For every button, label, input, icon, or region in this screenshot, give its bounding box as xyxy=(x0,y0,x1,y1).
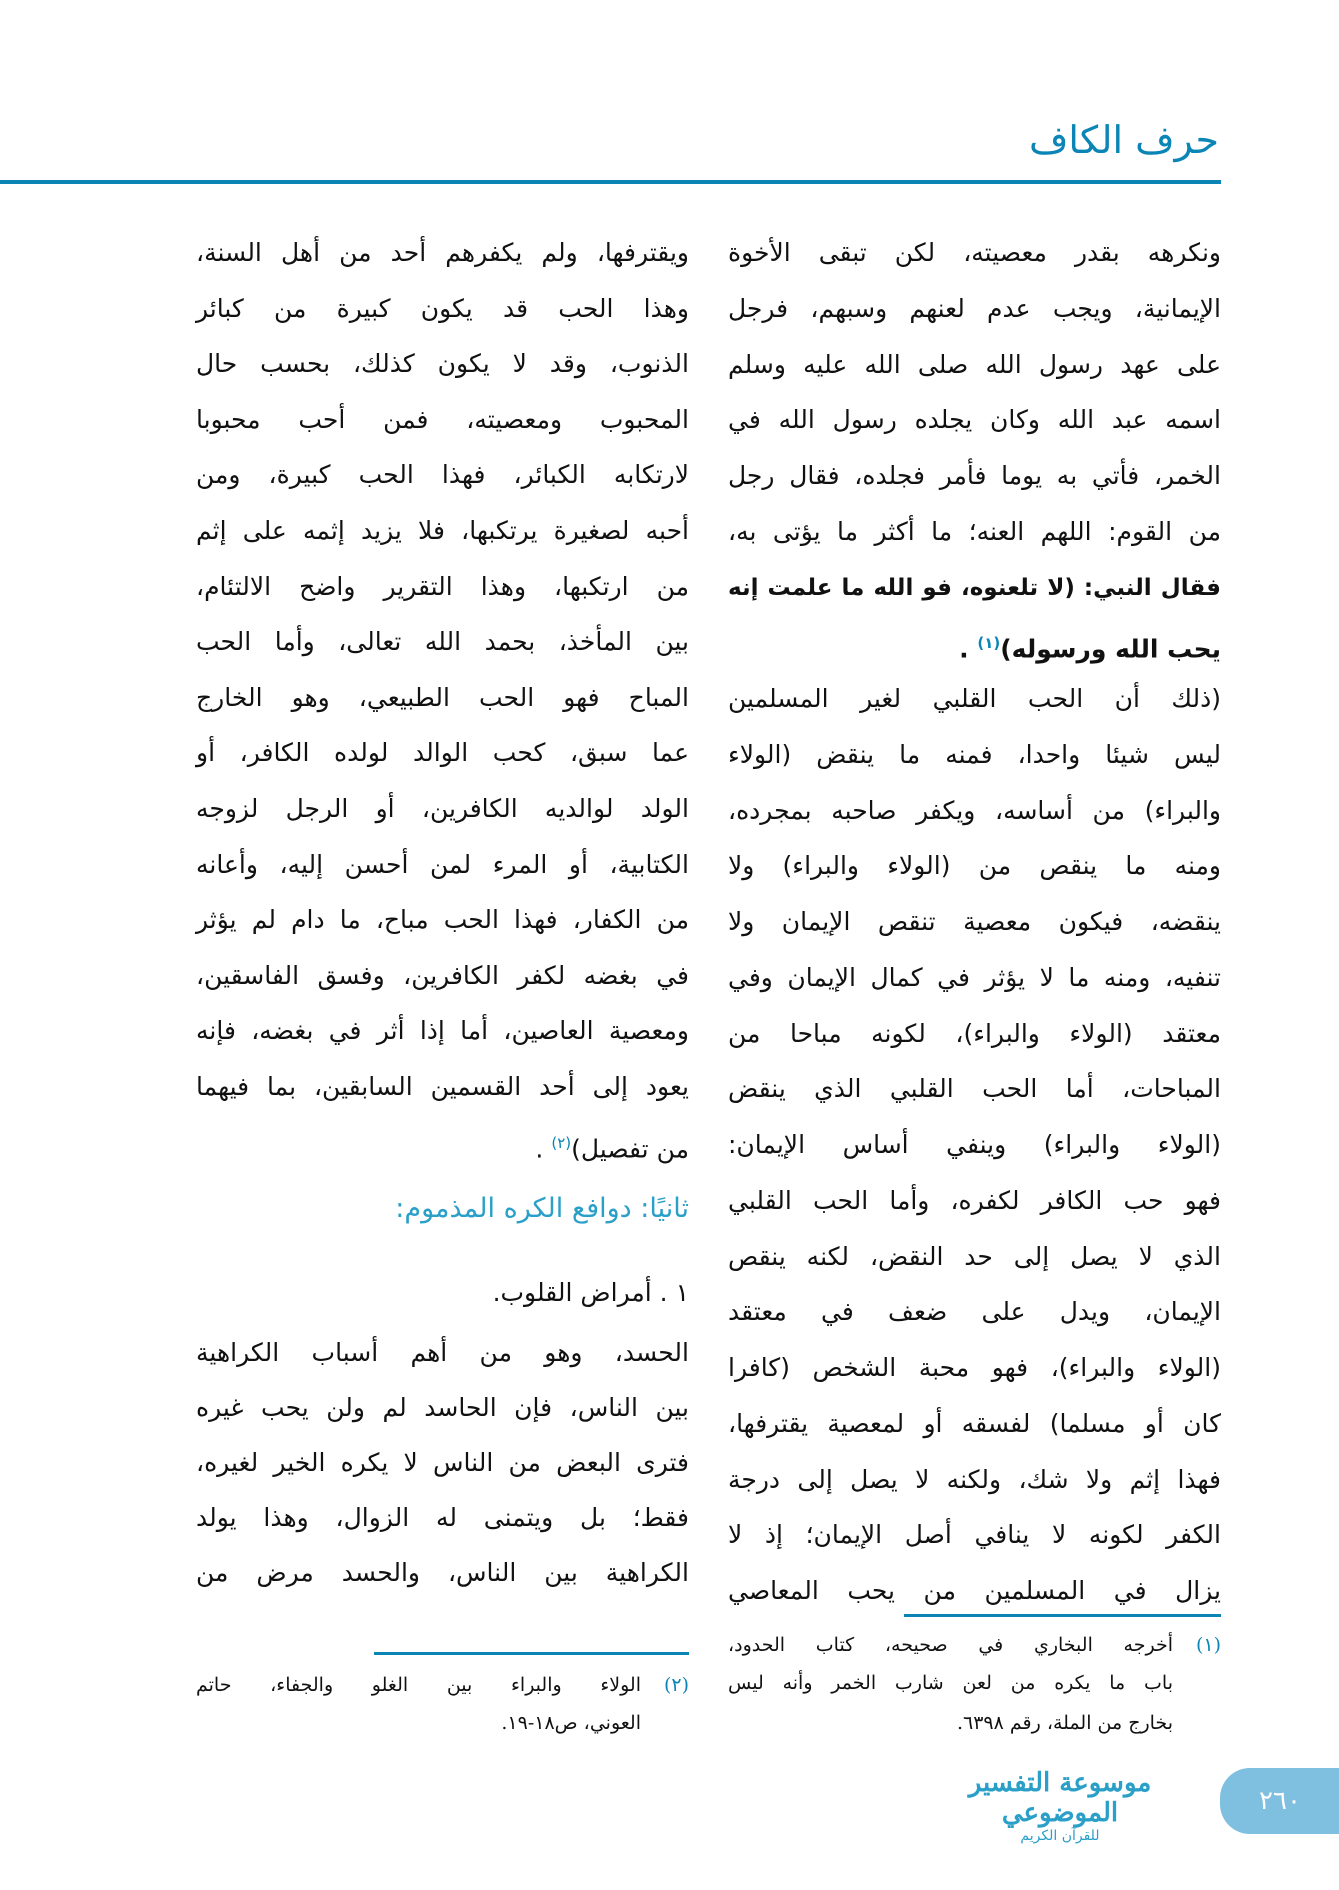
line-text: يزال في المسلمين من يحب المعاصي xyxy=(728,1576,1221,1605)
line-text: الكراهية بين الناس، والحسد مرض من xyxy=(196,1558,689,1587)
text-line xyxy=(196,1333,689,1373)
text-line xyxy=(728,1069,1221,1109)
footnote-number: (١) xyxy=(1195,1634,1221,1656)
line-text: فقط؛ بل ويتمنى له الزوال، وهذا يولد xyxy=(196,1503,689,1532)
text-line xyxy=(196,344,689,384)
text-line xyxy=(728,1237,1221,1277)
encyclopedia-logo xyxy=(935,1768,1185,1848)
line-text: فهو حب الكافر لكفره، وأما الحب القلبي xyxy=(728,1185,1221,1215)
line-text: (الولاء والبراء) وينفي أساس الإيمان: xyxy=(728,1130,1221,1159)
text-line xyxy=(196,1553,689,1593)
line-text: الخمر، فأتي به يوما فأمر فجلده، فقال رجل xyxy=(728,461,1221,490)
section-heading xyxy=(196,1189,689,1229)
page-number: ٢٦٠ xyxy=(1220,1768,1339,1834)
text-line xyxy=(196,622,689,662)
line-text: المباح فهو الحب الطبيعي، وهو الخارج xyxy=(196,682,689,712)
line-text: ثانيًا: دوافع الكره المذموم: xyxy=(395,1193,689,1224)
line-text: تنفيه، ومنه ما لا يؤثر في كمال الإيمان وفي xyxy=(728,962,1221,992)
line-text: الإيمان، ويدل على ضعف في معتقد xyxy=(728,1297,1221,1327)
line-text: يعود إلى أحد القسمين السابقين، بما فيهما xyxy=(196,1072,689,1101)
footnote-line xyxy=(728,1630,1173,1660)
line-text: ونكرهه بقدر معصيته، لكن تبقى الأخوة xyxy=(728,238,1221,267)
line-text: الحسد، وهو من أهم أسباب الكراهية xyxy=(196,1338,689,1367)
text-line xyxy=(196,1443,689,1483)
line-text: ١ . أمراض القلوب. xyxy=(492,1278,689,1307)
line-tail: . xyxy=(959,634,978,664)
footnote-text: أخرجه البخاري في صحيحه، كتاب الحدود، xyxy=(728,1634,1173,1656)
line-text: وهذا الحب قد يكون كبيرة من كبائر xyxy=(196,293,689,323)
footnote-line xyxy=(196,1708,641,1738)
line-text: من القوم: اللهم العنه؛ ما أكثر ما يؤتى به، xyxy=(728,516,1221,546)
line-text: الذي لا يصل إلى حد النقض، لكنه ينقص xyxy=(728,1241,1221,1271)
line-text: على عهد رسول الله صلى الله عليه وسلم xyxy=(728,349,1221,379)
footnote-text: الولاء والبراء بين الغلو والجفاء، حاتم xyxy=(196,1674,641,1696)
footnote-separator-left xyxy=(374,1652,689,1655)
line-text: من الكفار، فهذا الحب مباح، ما دام لم يؤثر xyxy=(196,905,689,935)
line-text: المحبوب ومعصيته، فمن أحب محبوبا xyxy=(196,404,689,434)
text-line xyxy=(196,845,689,885)
text-line xyxy=(728,1181,1221,1221)
text-line xyxy=(196,1273,689,1313)
line-text: فترى البعض من الناس لا يكره الخير لغيره، xyxy=(196,1448,689,1477)
line-text: بين المأخذ، بحمد الله تعالى، وأما الحب xyxy=(196,627,689,657)
line-text: بين الناس، فإن الحاسد لم ولن يحب غيره xyxy=(196,1393,689,1422)
header-divider xyxy=(0,180,1221,184)
line-text: فقال النبي: (لا تلعنوه، فو الله ما علمت إنه xyxy=(728,574,1221,601)
footnote-separator-right xyxy=(904,1614,1221,1617)
text-line xyxy=(728,623,1221,663)
line-text: عما سبق، كحب الوالد لولده الكافر، أو xyxy=(196,738,689,768)
line-text: ويقترفها، ولم يكفرهم أحد من أهل السنة، xyxy=(196,238,689,267)
text-line xyxy=(728,289,1221,329)
footnote-text: باب ما يكره من لعن شارب الخمر وأنه ليس xyxy=(728,1672,1173,1694)
text-line xyxy=(196,1498,689,1538)
line-text: ليس شيئا واحدا، فمنه ما ينقض (الولاء xyxy=(728,739,1221,769)
text-line xyxy=(196,289,689,329)
text-line xyxy=(728,1571,1221,1611)
text-line xyxy=(728,345,1221,385)
line-text: الكتابية، أو المرء لمن أحسن إليه، وأعانه xyxy=(196,849,689,879)
text-line xyxy=(196,400,689,440)
text-line xyxy=(728,1014,1221,1054)
line-text: الذنوب، وقد لا يكون كذلك، بحسب حال xyxy=(196,349,689,379)
line-text: الكفر لكونه لا ينافي أصل الإيمان؛ إذ لا xyxy=(728,1520,1221,1550)
text-line xyxy=(728,1348,1221,1388)
text-line xyxy=(196,678,689,718)
text-line xyxy=(196,956,689,996)
footnote-text: بخارج من الملة، رقم ٦٣٩٨. xyxy=(956,1712,1173,1734)
line-text: (ذلك أن الحب القلبي لغير المسلمين xyxy=(728,684,1221,713)
footnote-line xyxy=(728,1668,1173,1698)
line-text: (الولاء والبراء)، فهو محبة الشخص (كافرا xyxy=(728,1353,1221,1382)
text-line xyxy=(196,567,689,607)
footnote-line xyxy=(728,1708,1173,1738)
text-line xyxy=(196,900,689,940)
line-tail: . xyxy=(535,1133,552,1163)
text-line xyxy=(728,679,1221,719)
footnote-line xyxy=(196,1670,641,1700)
footnote-text: العوني، ص١٨-١٩. xyxy=(501,1712,641,1734)
line-text: من تفصيل) xyxy=(571,1133,689,1163)
line-text: فهذا إثم ولا شك، ولكنه لا يصل إلى درجة xyxy=(728,1464,1221,1494)
line-text: الإيمانية، ويجب عدم لعنهم وسبهم، فرجل xyxy=(728,293,1221,323)
line-text: في بغضه لكفر الكافرين، وفسق الفاسقين، xyxy=(196,960,689,990)
line-text: لارتكابه الكبائر، فهذا الحب كبيرة، ومن xyxy=(196,460,689,490)
text-line xyxy=(728,902,1221,942)
text-line xyxy=(196,733,689,773)
text-line xyxy=(728,512,1221,552)
text-line xyxy=(196,1123,689,1163)
text-line xyxy=(196,511,689,551)
text-line xyxy=(728,1460,1221,1500)
text-line xyxy=(196,789,689,829)
text-line xyxy=(196,455,689,495)
line-text: ومعصية العاصين، أما إذا أثر في بغضه، فإنه xyxy=(196,1016,689,1046)
text-line xyxy=(728,1404,1221,1444)
text-line xyxy=(196,1067,689,1107)
line-text: والبراء) من أساسه، ويكفر صاحبه بمجرده، xyxy=(728,795,1221,825)
text-line xyxy=(728,958,1221,998)
line-text: ومنه ما ينقص من (الولاء والبراء) ولا xyxy=(728,851,1221,881)
line-text: أحبه لصغيرة يرتكبها، فلا يزيد إثمه على إثم xyxy=(196,516,689,545)
footnote-number: (٢) xyxy=(663,1674,689,1696)
line-text: معتقد (الولاء والبراء)، لكونه مباحا من xyxy=(728,1018,1221,1048)
text-line xyxy=(728,1292,1221,1332)
line-text: من ارتكبها، وهذا التقرير واضح الالتئام، xyxy=(196,571,689,601)
chapter-title: حرف الكاف xyxy=(1028,118,1219,162)
text-line xyxy=(196,233,689,273)
text-line xyxy=(196,1011,689,1051)
line-text: المباحات، أما الحب القلبي الذي ينقض xyxy=(728,1074,1221,1104)
logo-subtitle: للقرآن الكريم xyxy=(1020,1828,1100,1844)
line-text: اسمه عبد الله وكان يجلده رسول الله في xyxy=(728,405,1221,435)
text-line xyxy=(728,456,1221,496)
text-line xyxy=(728,1125,1221,1165)
line-text: يحب الله ورسوله) xyxy=(1000,634,1221,664)
line-text: كان أو مسلما) لفسقه أو لمعصية يقترفها، xyxy=(728,1408,1221,1438)
footnote-ref: (٢) xyxy=(551,1133,572,1152)
line-text: الولد لوالديه الكافرين، أو الرجل لزوجه xyxy=(196,794,689,823)
line-text: ينقضه، فيكون معصية تنقص الإيمان ولا xyxy=(728,907,1221,936)
text-line xyxy=(196,1388,689,1428)
footnote-ref: (١) xyxy=(977,634,1001,653)
text-line xyxy=(728,846,1221,886)
logo-title: موسوعة التفسير الموضوعي xyxy=(968,1768,1152,1828)
text-line xyxy=(728,400,1221,440)
text-line xyxy=(728,233,1221,273)
text-line xyxy=(728,791,1221,831)
text-line xyxy=(728,1515,1221,1555)
text-line xyxy=(728,735,1221,775)
text-line xyxy=(728,568,1221,608)
